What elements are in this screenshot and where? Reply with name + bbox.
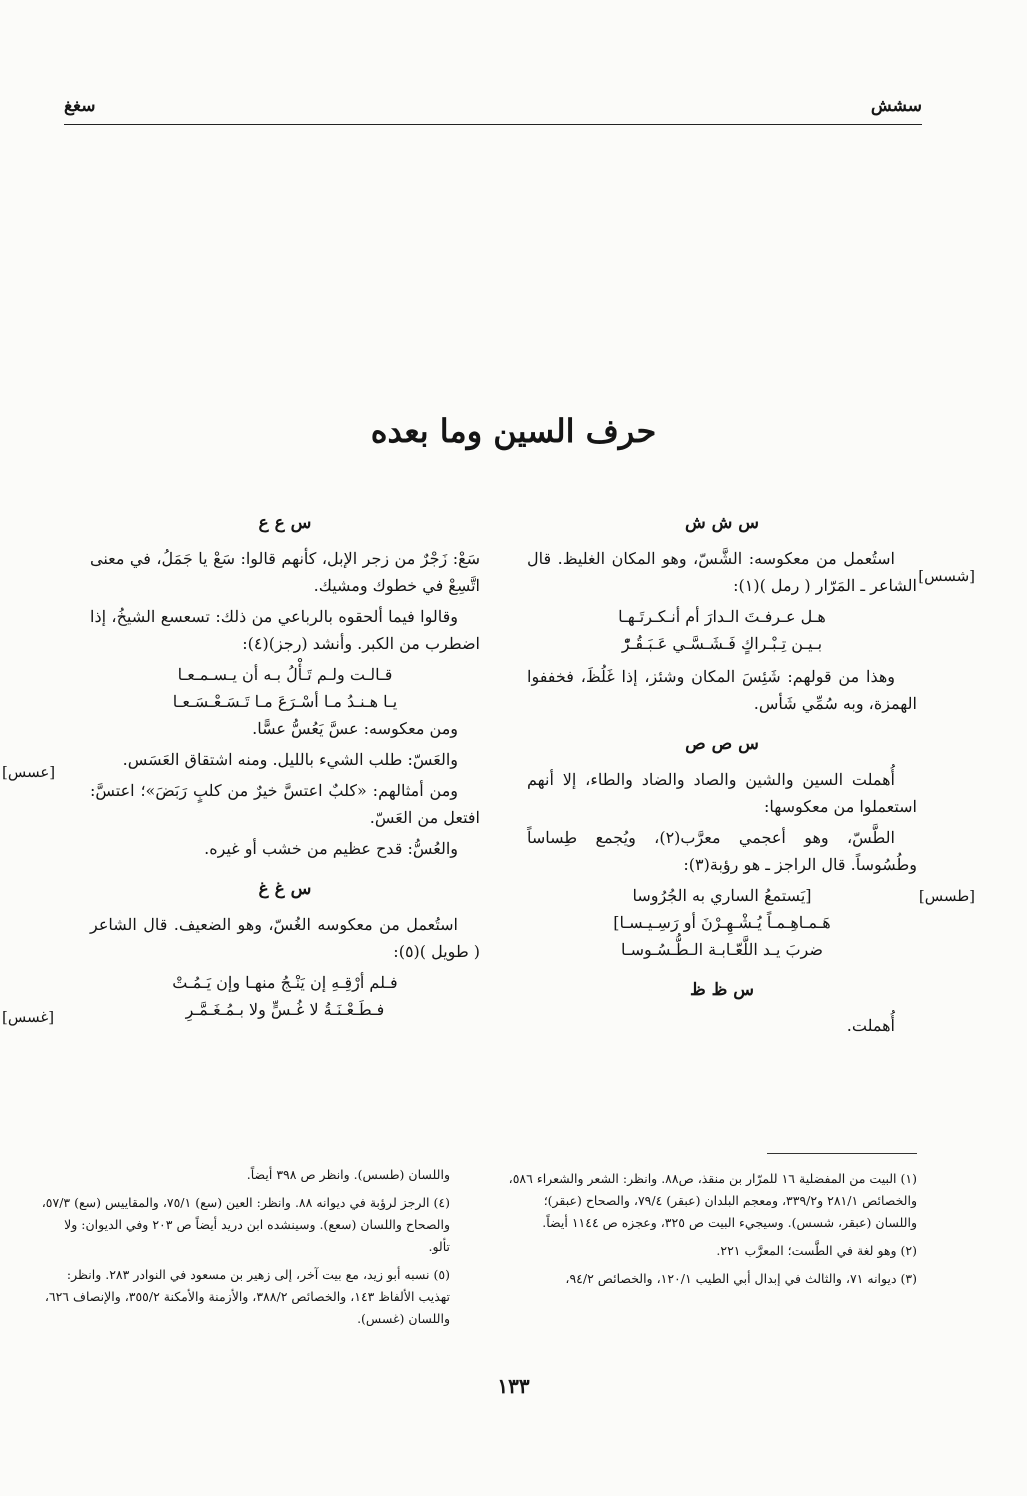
verse-line: فـطَـعْـنَـةُ لا غُـسٍّ ولا بـمُـغَـمَّـرِ bbox=[185, 1000, 385, 1019]
footnote: (١) البيت من المفضلية ١٦ للمرّار بن منقذ، ص٨٨. وانظر: الشعر والشعراء ٥٨٦، والخصائص ٢٨١/١ و٣٣٩/٢، ومعجم البلدان (عبقر) ٧٩/٤، والصحاح (عبقر)؛ واللسان (عبقر، شسس). وسيجيء البيت ص ٣٢٥، وعجزه ص ١١٤٤ أيضاً. bbox=[508, 1171, 917, 1230]
margin-note: [عسس] bbox=[2, 763, 56, 781]
verse-line: [يَستمعُ الساري به الجُرُوسا bbox=[632, 886, 812, 905]
footnote: (٤) الرجز لرؤبة في ديوانه ٨٨. وانظر: العين (سع) ٧٥/١، والمقاييس (سع) ٥٧/٣، والصحاح واللسان (سعع). وسينشده ابن دريد أيضاً ص ٢٠٣ وفي الديوان: ولا تألو. bbox=[41, 1195, 450, 1254]
margin-note: [شسس] bbox=[918, 567, 975, 585]
right-column bbox=[527, 510, 917, 1043]
verse-line: بـيـن تِـبْـراكٍ فَـشَـسَّـي عَـبَـقُـرّْ bbox=[621, 634, 823, 653]
margin-note: [طسس] bbox=[918, 887, 975, 905]
paragraph: وهذا من قولهم: شَئِسَ المكان وشئز، إذا غَلُظَ، فخففوا الهمزة، وبه سُمِّي شَأس. bbox=[527, 667, 917, 713]
paragraph: سَعْ: زَجْرٌ من زجر الإبل، كأنهم قالوا: سَعْ يا جَمَلُ، في معنى اتَّسِعْ في خطوك ومشيك. bbox=[90, 549, 480, 595]
verse-line: قـالـت ولـم تَـأْلُ بـه أن يـسـمـعـا bbox=[177, 665, 393, 684]
paragraph: ومن معكوسه: عسَّ يَعُسُّ عسًّا. bbox=[252, 719, 458, 738]
margin-note: [غسس] bbox=[2, 1008, 55, 1026]
verse-line: يـا هـنـدُ مـا أسْـرَعَ مـا تَـسَـعْـسَـعـا bbox=[172, 692, 398, 711]
verse-line: فـلم أرْقِـهِ إن يَنْـجُ منهـا وإن يَـمُـتْ bbox=[172, 973, 398, 992]
footnote-rule bbox=[767, 1153, 917, 1154]
paragraph: وقالوا فيما ألحقوه بالرباعي من ذلك: تسعسع الشيخُ، إذا اضطرب من الكبر. وأنشد (رجز)(٤): bbox=[90, 607, 480, 653]
paragraph: والعَسّ: طلب الشيء بالليل. ومنه اشتقاق العَسَس. bbox=[122, 750, 458, 769]
paragraph: استُعمل من معكوسه الغُسّ، وهو الضعيف. قال الشاعر ( طويل )(٥): bbox=[90, 915, 480, 961]
section-heading: س ش ش bbox=[684, 513, 760, 533]
footnotes-right bbox=[507, 1168, 917, 1296]
chapter-title: حرف السين وما بعده bbox=[370, 412, 657, 450]
running-header-right: سشش bbox=[870, 96, 922, 116]
section-heading: س ع ع bbox=[258, 513, 312, 533]
paragraph: استُعمل من معكوسه: الشَّسّ، وهو المكان الغليظ. قال الشاعر ـ المَرّار ( رمل )(١): bbox=[527, 549, 917, 595]
section-heading: س ص ص bbox=[685, 734, 759, 754]
footnote: (٢) وهو لغة في الطَّست؛ المعرَّب ٢٢١. bbox=[716, 1243, 917, 1258]
section-heading: س ظ ظ bbox=[689, 980, 755, 1000]
paragraph: أُهملت السين والشين والصاد والضاد والطاء، إلا أنهم استعملوا من معكوسها: bbox=[527, 770, 917, 816]
footnotes-left bbox=[40, 1164, 450, 1336]
footnote: (٣) ديوانه ٧١، والثالث في إبدال أبي الطيب ١٢٠/١، والخصائص ٩٤/٢، bbox=[565, 1271, 917, 1286]
verse-line: هـل عـرفـتَ الـدارَ أم أنـكـرتَـهـا bbox=[618, 607, 826, 626]
footnote: (٥) نسبه أبو زيد، مع بيت آخر، إلى زهير بن مسعود في النوادر ٢٨٣. وانظر: تهذيب الألفاظ ١٤٣، والخصائص ٣٨٨/٢، والأزمنة والأمكنة ٣٥٥/٢، والإنصاف ٦٢٦، واللسان (غسس). bbox=[44, 1267, 450, 1326]
paragraph: أُهملت. bbox=[846, 1016, 895, 1035]
paragraph: ومن أمثالهم: «كلبٌ اعتسَّ خيرٌ من كلبٍ رَبَضَ»؛ اعتسَّ: افتعل من العَسّ. bbox=[90, 781, 480, 827]
left-column bbox=[90, 510, 480, 1023]
verse-line: ضربَ يـد اللَّعّـابـة الـطُّـسُـوسـا bbox=[621, 940, 823, 959]
paragraph: والعُسُّ: قدح عظيم من خشب أو غيره. bbox=[204, 839, 458, 858]
section-heading: س غ غ bbox=[258, 879, 312, 899]
paragraph: الطَّسّ، وهو أعجمي معرَّب(٢)، ويُجمع طِساساً وطُسُوساً. قال الراجز ـ هو رؤبة(٣): bbox=[527, 828, 917, 874]
running-header-left: سغغ bbox=[64, 96, 96, 116]
header-rule bbox=[64, 124, 922, 125]
footnote: واللسان (طسس). وانظر ص ٣٩٨ أيضاً. bbox=[246, 1167, 450, 1182]
page-number: ١٣٣ bbox=[497, 1374, 530, 1398]
verse-line: هَـمـاهِـمـاً يُـشْـهِـرْنَ أو رَسِـيـسـا] bbox=[613, 913, 831, 932]
